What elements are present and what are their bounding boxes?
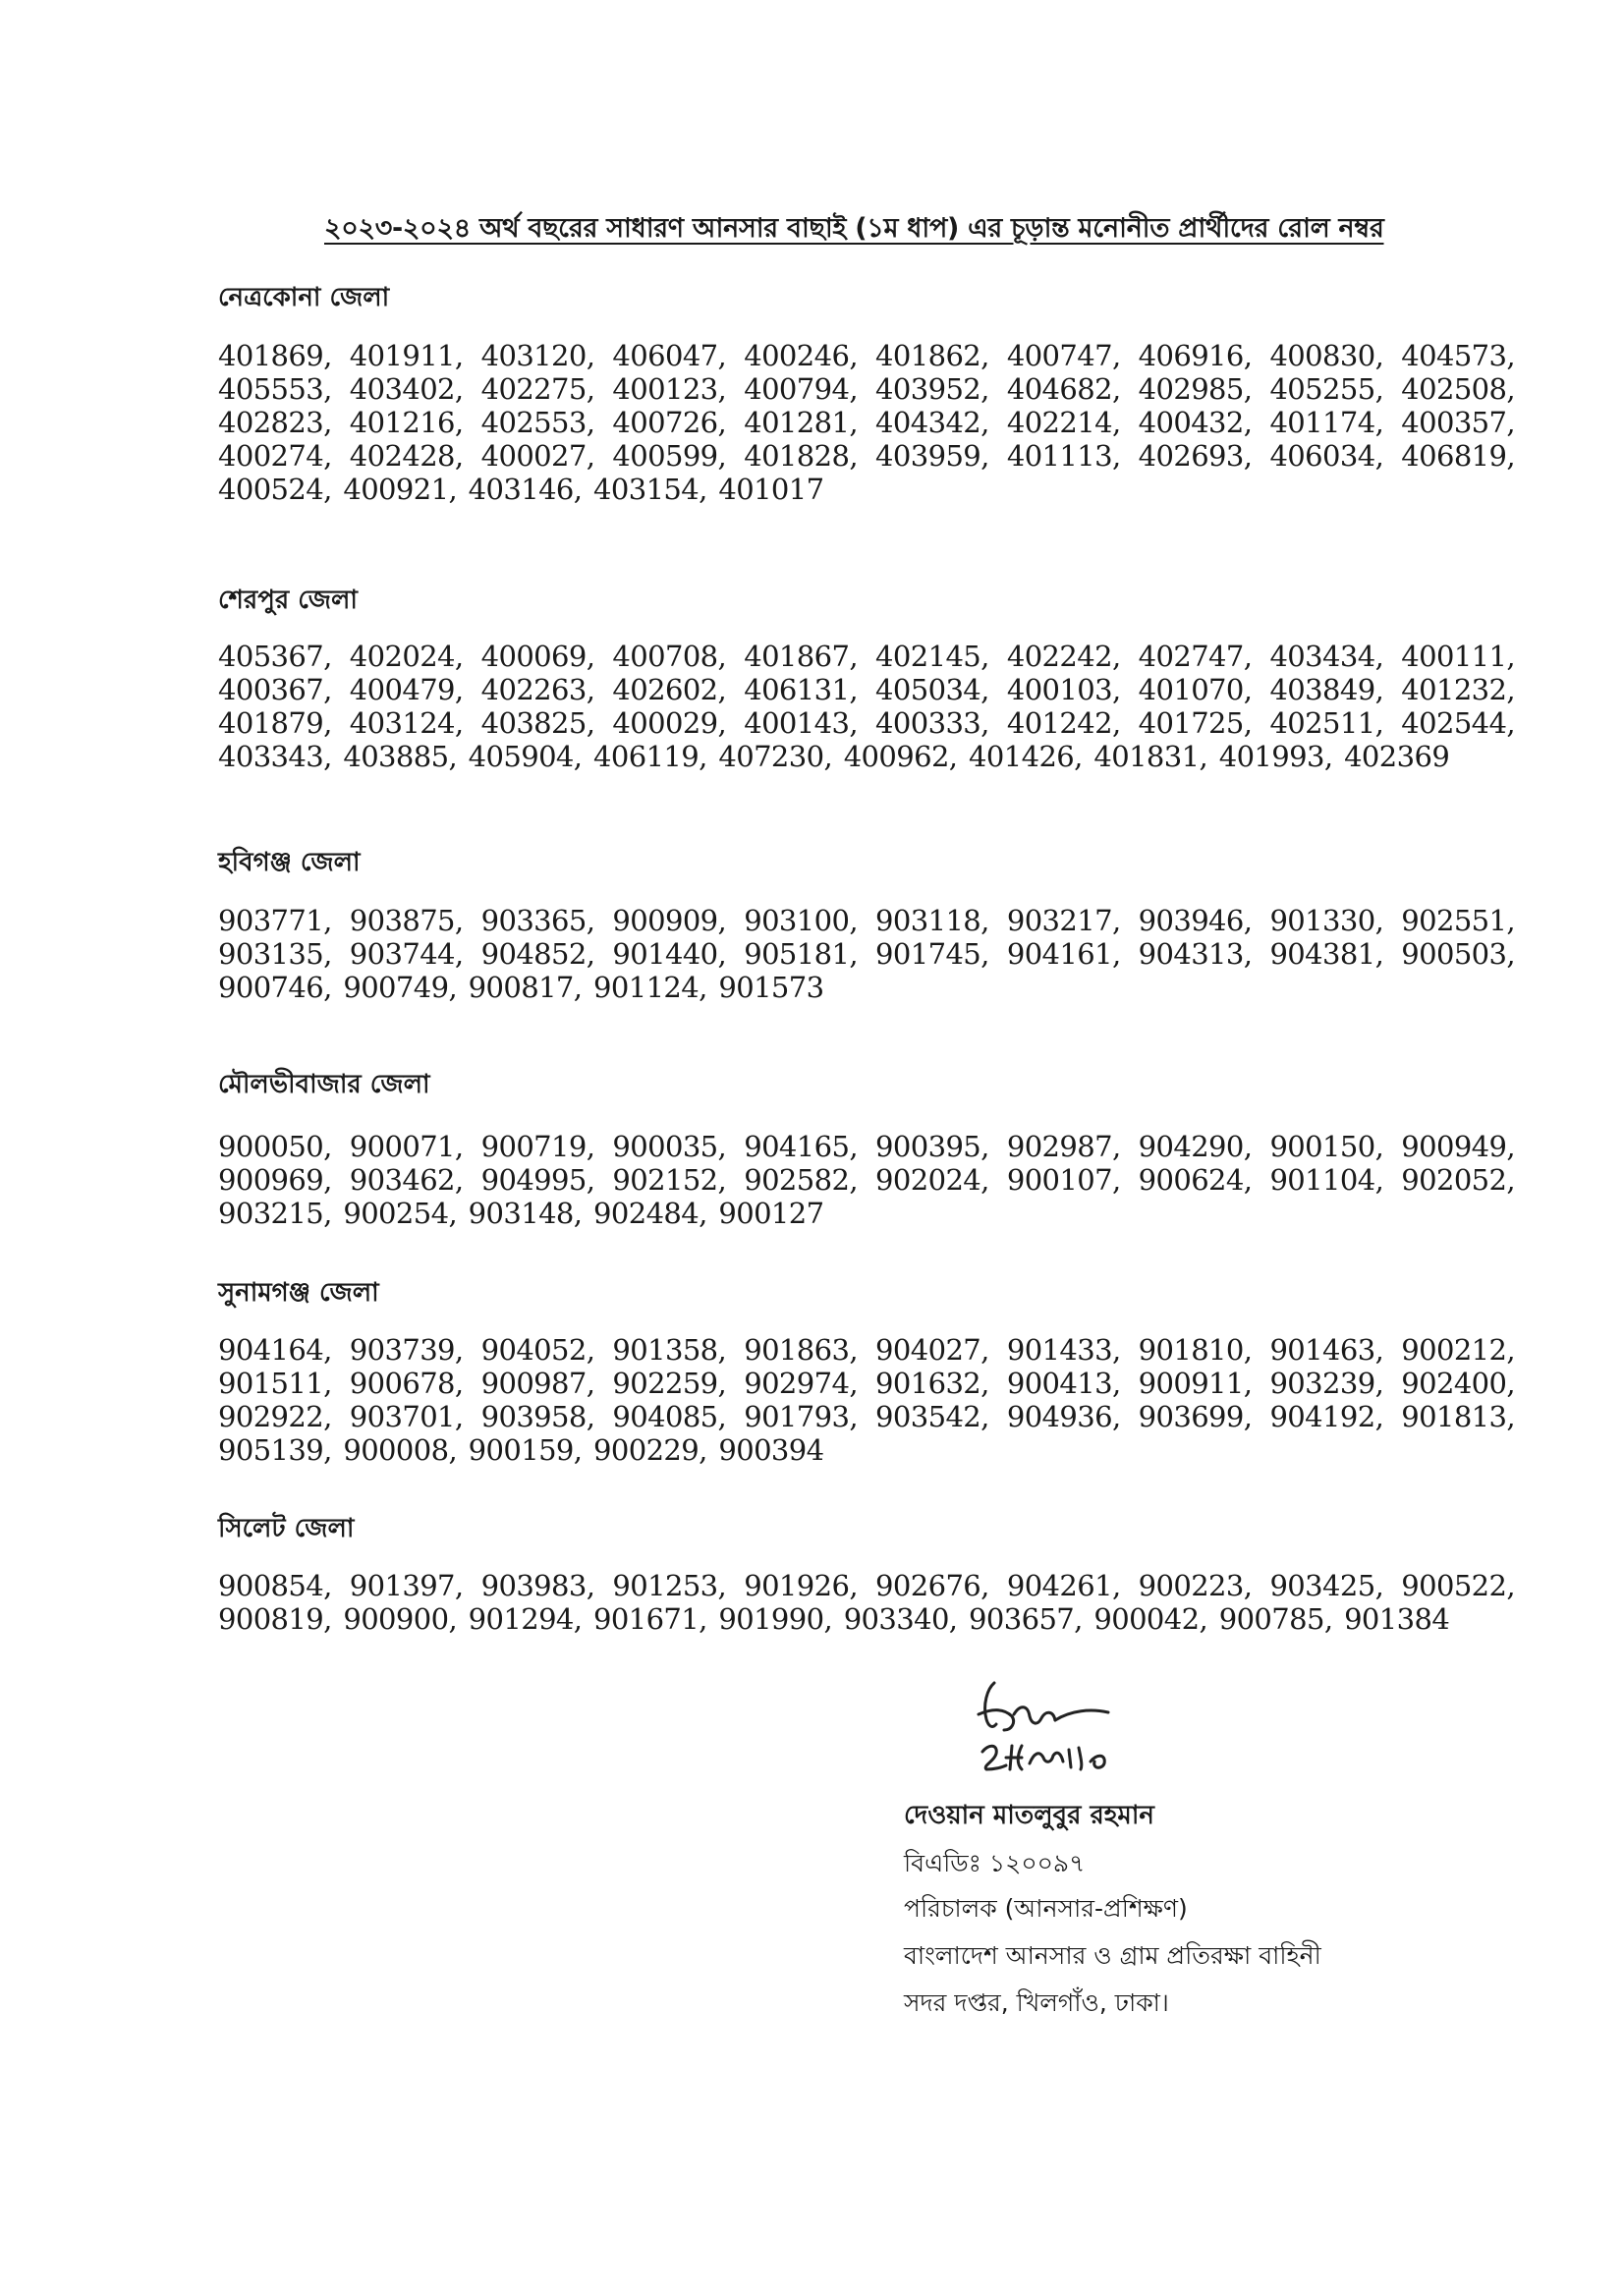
signatory-bd-id: বিএডিঃ ১২০০৯৭ bbox=[904, 1849, 1086, 1877]
district-heading-habiganj: হবিগঞ্জ জেলা bbox=[218, 848, 361, 877]
roll-list-sherpur: 405367, 402024, 400069, 400708, 401867, 402145, 402242, 402747, 403434, 400111, 400367, 400479, 402263, 402602, 406131, 405034, 400103, 401070, 403849, 401232, 401879, 403124, 403825, 400029, 400143, 400333, 401242, 401725, 402511, 402544, 403343, 403885, 405904, 406119, 407230, 400962, 401426, 401831, 401993, 402369 bbox=[218, 640, 1515, 773]
roll-list-sunamganj: 904164, 903739, 904052, 901358, 901863, 904027, 901433, 901810, 901463, 900212, 901511, 900678, 900987, 902259, 902974, 901632, 900413, 900911, 903239, 902400, 902922, 903701, 903958, 904085, 901793, 903542, 904936, 903699, 904192, 901813, 905139, 900008, 900159, 900229, 900394 bbox=[218, 1333, 1515, 1467]
signatory-designation: পরিচালক (আনসার-প্রশিক্ষণ) bbox=[904, 1894, 1188, 1923]
signatory-organization: বাংলাদেশ আনসার ও গ্রাম প্রতিরক্ষা বাহিনী bbox=[904, 1941, 1321, 1970]
district-heading-sylhet: সিলেট জেলা bbox=[218, 1514, 355, 1543]
roll-list-sylhet: 900854, 901397, 903983, 901253, 901926, 902676, 904261, 900223, 903425, 900522, 900819, 900900, 901294, 901671, 901990, 903340, 903657, 900042, 900785, 901384 bbox=[218, 1569, 1515, 1636]
document-title: ২০২৩-২০২৪ অর্থ বছরের সাধারণ আনসার বাছাই (১ম ধাপ) এর চূড়ান্ত মনোনীত প্রার্থীদের রোল নম্বর bbox=[324, 213, 1384, 244]
roll-list-habiganj: 903771, 903875, 903365, 900909, 903100, 903118, 903217, 903946, 901330, 902551, 903135, 903744, 904852, 901440, 905181, 901745, 904161, 904313, 904381, 900503, 900746, 900749, 900817, 901124, 901573 bbox=[218, 904, 1515, 1004]
district-heading-sunamganj: সুনামগঞ্জ জেলা bbox=[218, 1278, 379, 1308]
district-heading-sherpur: শেরপুর জেলা bbox=[218, 586, 358, 615]
signatory-address: সদর দপ্তর, খিলগাঁও, ঢাকা। bbox=[904, 1988, 1169, 2017]
signatory-name: দেওয়ান মাতলুবুর রহমান bbox=[904, 1801, 1154, 1830]
handwritten-signature bbox=[943, 1675, 1140, 1783]
district-heading-netrokona: নেত্রকোনা জেলা bbox=[218, 283, 390, 312]
roll-list-netrokona: 401869, 401911, 403120, 406047, 400246, 401862, 400747, 406916, 400830, 404573, 405553, 403402, 402275, 400123, 400794, 403952, 404682, 402985, 405255, 402508, 402823, 401216, 402553, 400726, 401281, 404342, 402214, 400432, 401174, 400357, 400274, 402428, 400027, 400599, 401828, 403959, 401113, 402693, 406034, 406819, 400524, 400921, 403146, 403154, 401017 bbox=[218, 339, 1515, 506]
roll-list-moulvibazar: 900050, 900071, 900719, 900035, 904165, 900395, 902987, 904290, 900150, 900949, 900969, 903462, 904995, 902152, 902582, 902024, 900107, 900624, 901104, 902052, 903215, 900254, 903148, 902484, 900127 bbox=[218, 1130, 1515, 1230]
district-heading-moulvibazar: মৌলভীবাজার জেলা bbox=[218, 1070, 430, 1099]
